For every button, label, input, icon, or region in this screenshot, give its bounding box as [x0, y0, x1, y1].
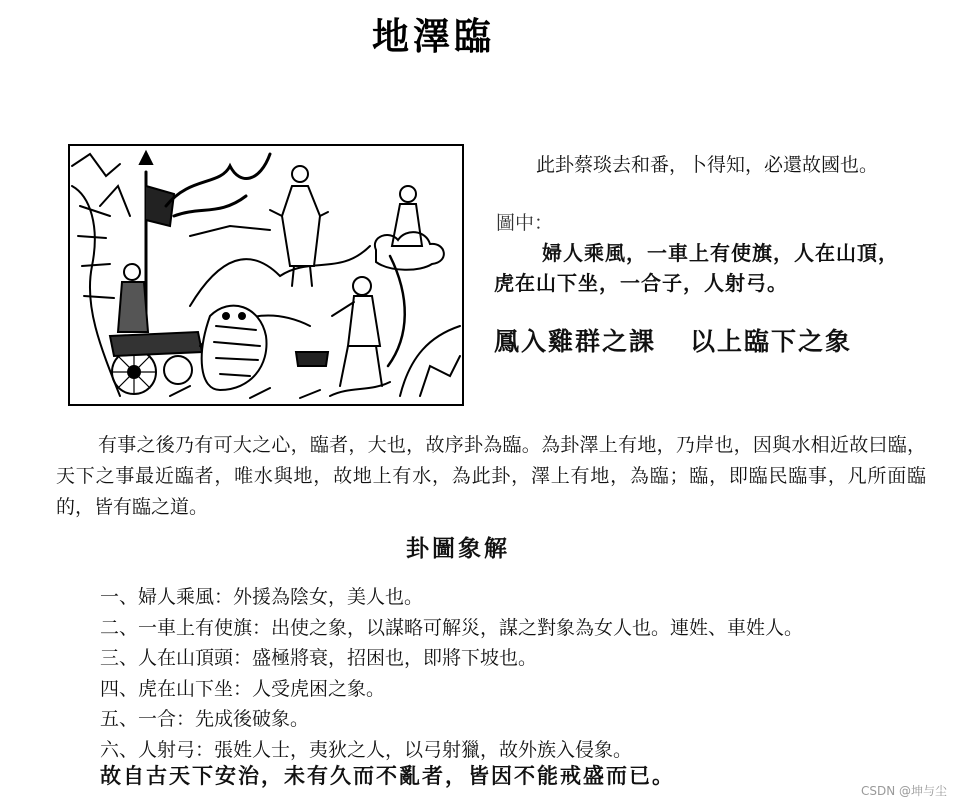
explanation-paragraph — [56, 430, 926, 523]
omen-right: 以上臨下之象 — [690, 327, 853, 356]
list-item: 一、婦人乘風：外援為陰女，美人也。 — [100, 586, 424, 608]
figure-description-line1: 婦人乘風，一車上有使旗，人在山頂， — [542, 241, 899, 265]
omen-line — [494, 322, 852, 358]
list-item: 五、一合：先成後破象。 — [100, 708, 310, 730]
figure-label: 圖中： — [496, 212, 554, 234]
intro-text: 此卦蔡琰去和番，卜得知，必還故國也。 — [536, 154, 879, 176]
figure-description — [494, 238, 934, 298]
explanation-text: 有事之後乃有可大之心，臨者，大也，故序卦為臨。為卦澤上有地，乃岸也，因與水相近故曰臨，天下之事最近臨者，唯水與地，故地上有水，為此卦，澤上有地，為臨；臨，即臨民臨事，凡所面臨的，皆有臨之道。 — [56, 434, 926, 518]
section-title: 卦圖象解 — [406, 535, 510, 562]
list-item: 四、虎在山下坐：人受虎困之象。 — [100, 677, 386, 700]
watermark: CSDN @坤与尘 — [860, 784, 947, 798]
interpretation-list — [100, 582, 803, 765]
list-item: 六、人射弓：張姓人士，夷狄之人，以弓射獵，故外族入侵象。 — [100, 738, 633, 761]
omen-left: 鳳入雞群之課 — [494, 327, 657, 356]
illustration-drawing — [70, 146, 462, 404]
conclusion-text: 故自古天下安治，未有久而不亂者，皆因不能戒盛而已。 — [100, 763, 675, 788]
figure-description-line2: 虎在山下坐，一合子，人射弓。 — [494, 271, 788, 295]
list-item: 三、人在山頂頭：盛極將衰，招困也，即將下坡也。 — [100, 647, 538, 669]
page-title: 地澤臨 — [372, 14, 495, 58]
woodblock-illustration — [68, 144, 464, 406]
list-item: 二、一車上有使旗：出使之象，以謀略可解災，謀之對象為女人也。連姓、車姓人。 — [100, 616, 804, 639]
